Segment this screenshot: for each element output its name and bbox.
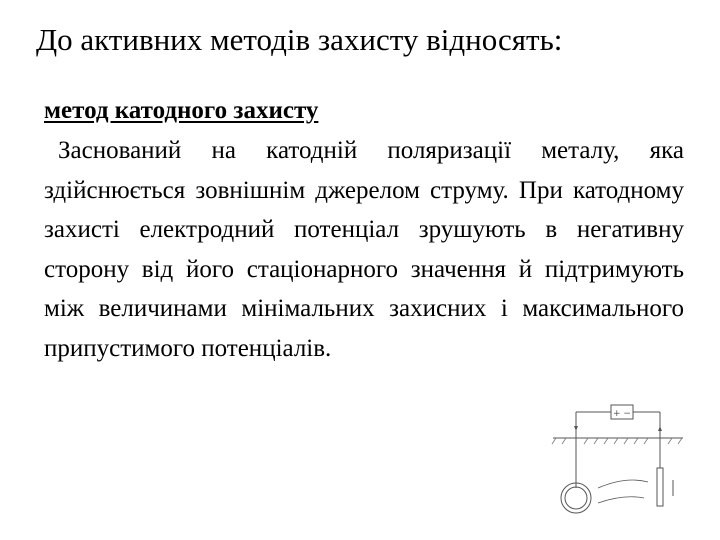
wire-arrows: [574, 426, 662, 431]
anode: [657, 468, 663, 506]
ground-hatching: [552, 438, 682, 444]
slide-title: До активних методів захисту відносять:: [36, 22, 563, 57]
current-flow-curve-2: [598, 497, 644, 503]
cathodic-protection-diagram: [548, 398, 698, 534]
body-paragraph: Заснований на катодній поляризації металу, яка здійснюється зовнішнім джерелом струму. При катодному захисті електродний потенціал зрушують в негативну сторону від його стаціонарного значення й підтримують між величинами мінімальних захисних і максимального припустимого потенціалів.: [44, 137, 684, 362]
power-source-label: + −: [613, 409, 631, 419]
pipe-inner-circle: [565, 487, 587, 509]
current-flow-curve: [598, 480, 648, 488]
section-heading: метод катодного захисту: [44, 97, 319, 124]
